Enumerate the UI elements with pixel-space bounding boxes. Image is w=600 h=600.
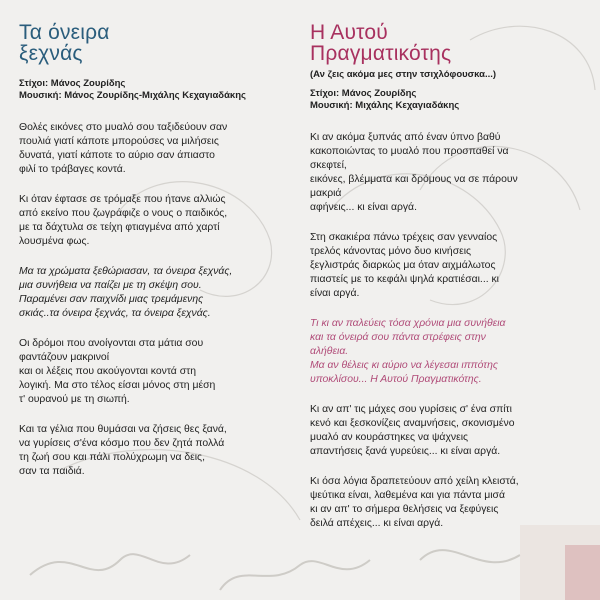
lyric-line: Κι όσα λόγια δραπετεύουν από χείλη κλειστά, <box>310 476 519 487</box>
lyric-line: τρελός κάνοντας μόνο δυο κινήσεις <box>310 246 472 257</box>
lyric-line: κακοποιώντας το μυαλό που προσπαθεί να <box>310 146 509 157</box>
lyric-line: φιλί το τράβαγες κοντά. <box>19 164 126 175</box>
lyric-line: Κι όταν έφτασε σε τρόμαξε που ήτανε αλλιώς <box>19 194 226 205</box>
lyrics-column-ta-oneira-xechnas <box>19 22 291 479</box>
song-title-line: Τα όνειρα <box>19 21 110 44</box>
lyric-line: Τι κι αν παλεύεις τόσα χρόνια μια συνήθεια <box>310 318 506 329</box>
lyric-line: πιαστείς με το κεφάλι ψηλά κρατιέσαι... κι <box>310 274 499 285</box>
lyric-line: και τα όνειρά σου πάντα στρέφεις στην <box>310 332 486 343</box>
lyric-line: να γυρίσεις σ'ένα κόσμο που δεν ζητά πολλά <box>19 438 225 449</box>
lyric-line: Θολές εικόνες στο μυαλό σου ταξιδεύουν σαν <box>19 122 228 133</box>
lyric-line: δειλά απέχεις... κι είναι αργά. <box>310 518 444 529</box>
lyric-line: σαν τα παιδιά. <box>19 466 85 477</box>
lyric-line: λουσμένα φως. <box>19 236 90 247</box>
composer-credit: Μουσική: Μάνος Ζουρίδης-Μιχάλης Κεχαγιαδάκης <box>19 90 246 101</box>
lyric-line: Κι αν απ' τις μάχες σου γυρίσεις σ' ένα σπίτι <box>310 404 512 415</box>
lyric-line: Κι αν ακόμα ξυπνάς από έναν ύπνο βαθύ <box>310 132 501 143</box>
lyric-line: Οι δρόμοι που ανοίγονται στα μάτια σου <box>19 338 204 349</box>
lyric-line: ψεύτικα είναι, λαθεμένα και για πάντα μισά <box>310 490 505 501</box>
lyric-line: με τα δάχτυλα σε τείχη φτιαγμένα από χαρτί <box>19 222 220 233</box>
lyric-line: κενό και ξεσκονίζεις αναμνήσεις, σκονισμένο <box>310 418 515 429</box>
lyric-line: τ' ουρανού με τη σιωπή. <box>19 394 130 405</box>
song-credits <box>310 88 590 112</box>
song-title-line: Η Αυτού <box>310 21 388 44</box>
lyric-line: εικόνες, βλέμματα και δρόμους να σε πάρουν <box>310 174 518 185</box>
lyric-line: είναι αργά. <box>310 288 360 299</box>
lyric-line: ξεγλιστράς διαρκώς μα όταν αιχμάλωτος <box>310 260 496 271</box>
stanza <box>19 121 291 177</box>
song-title <box>19 22 291 64</box>
chorus-stanza <box>310 317 590 387</box>
lyric-line: δυνατά, γιατί κάποτε το αύριο σαν άπιαστο <box>19 150 215 161</box>
composer-credit: Μουσική: Μιχάλης Κεχαγιαδάκης <box>310 100 460 111</box>
lyric-line: λογική. Μα στο τέλος είσαι μόνος στη μέση <box>19 380 216 391</box>
song-title-line: ξεχνάς <box>19 42 83 65</box>
lyric-line: και οι λέξεις που ακούγονται κοντά στη <box>19 366 196 377</box>
song-title-line: Πραγματικότης <box>310 42 452 65</box>
lyric-line: σκεφτεί, <box>310 160 347 171</box>
lyric-line: αλήθεια. <box>310 346 349 357</box>
lyricist-credit: Στίχοι: Μάνος Ζουρίδης <box>310 88 417 99</box>
lyric-line: υποκλίσου... Η Αυτού Πραγματικότης. <box>310 374 482 385</box>
lyric-line: μυαλό αν κουράστηκες να ψάχνεις <box>310 432 469 443</box>
lyric-line: Μα αν θέλεις κι αύριο να λέγεσαι ιππότης <box>310 360 498 371</box>
lyric-line: πουλιά γιατί κάποτε μπορούσες να μιλήσεις <box>19 136 219 147</box>
lyric-line: μακριά <box>310 188 342 199</box>
lyric-line: αφήνεις... κι είναι αργά. <box>310 202 417 213</box>
stanza <box>310 475 590 531</box>
stanza <box>310 403 590 459</box>
stanza <box>19 193 291 249</box>
lyric-line: Και τα γέλια που θυμάσαι να ζήσεις θες ξανά, <box>19 424 227 435</box>
lyricist-credit: Στίχοι: Μάνος Ζουρίδης <box>19 78 126 89</box>
song-credits <box>19 78 291 102</box>
stanza <box>19 337 291 407</box>
lyric-line: κι αν απ' το σήμερα θελήσεις να ξεφύγεις <box>310 504 499 515</box>
song-subtitle: (Αν ζεις ακόμα μες στην τσιχλόφουσκα...) <box>310 69 497 80</box>
lyric-line: σκιάς..τα όνειρα ξεχνάς, τα όνειρα ξεχνάς. <box>19 308 211 319</box>
lyric-line: Παραμένει σαν παιχνίδι μιας τρεμάμενης <box>19 294 204 305</box>
chorus-stanza <box>19 265 291 321</box>
lyrics-column-i-aftou-pragmatikotis <box>310 22 590 531</box>
lyric-line: Μα τα χρώματα ξεθώριασαν, τα όνειρα ξεχνάς, <box>19 266 233 277</box>
stanza <box>310 131 590 215</box>
stanza <box>310 231 590 301</box>
lyric-line: απαντήσεις ξανά γυρεύεις... κι είναι αργά. <box>310 446 501 457</box>
lyric-line: Στη σκακιέρα πάνω τρέχεις σαν γενναίος <box>310 232 498 243</box>
lyric-line: μια συνήθεια να παίζει με τη σκέψη σου. <box>19 280 202 291</box>
lyric-line: από εκείνο που ζωγράφιζε ο νους ο παιδικός, <box>19 208 228 219</box>
lyric-line: φαντάζουν μακρινοί <box>19 352 110 363</box>
lyric-line: τη ζωή σου και πάλι πολύχρωμη να δεις, <box>19 452 205 463</box>
song-title <box>310 22 590 64</box>
stanza <box>19 423 291 479</box>
